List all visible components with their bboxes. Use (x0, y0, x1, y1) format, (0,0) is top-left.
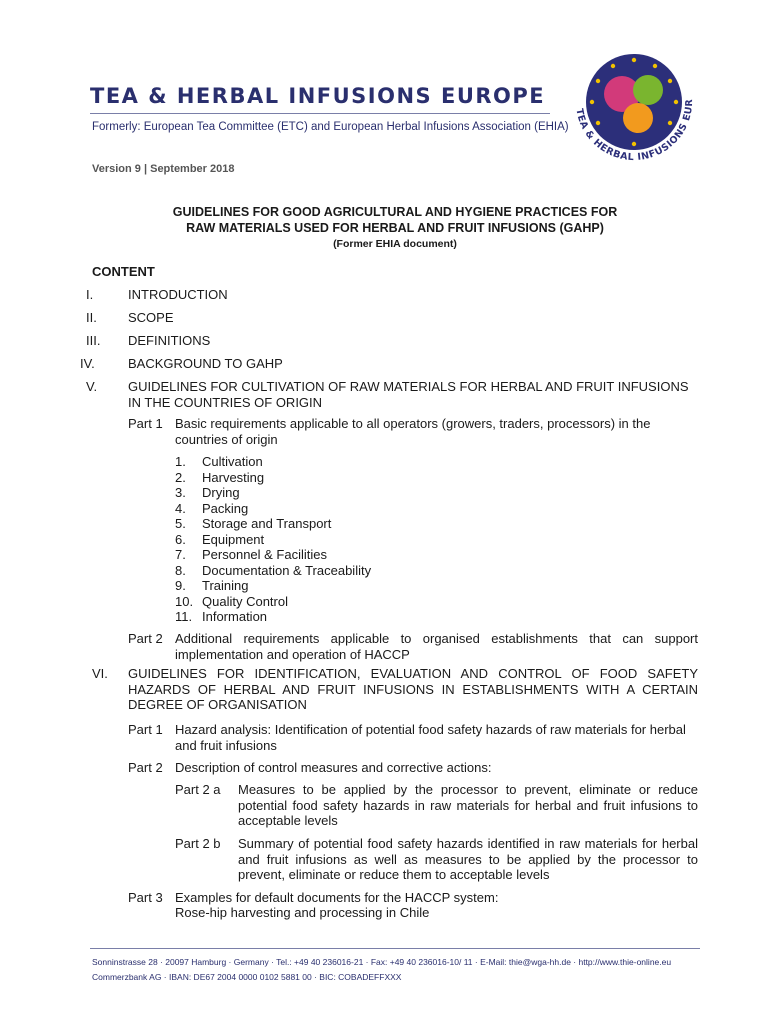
list-item: Storage and Transport (202, 516, 332, 531)
section-number: VI. (92, 666, 108, 681)
section-number: IV. (80, 356, 95, 371)
subpart-label: Part 2 b (175, 836, 221, 851)
part-text: Description of control measures and corrective actions: (175, 760, 492, 775)
list-item: Documentation & Traceability (202, 562, 372, 578)
formerly-line: Formerly: European Tea Committee (ETC) and European Herbal Infusions Association (EHIA) (92, 121, 569, 133)
list-item: Information (202, 609, 268, 624)
list-item-number: 5. (175, 516, 186, 531)
doc-title-line-1: GUIDELINES FOR GOOD AGRICULTURAL AND HYGIENE PRACTICES FOR (172, 205, 618, 219)
part-text: Additional requirements applicable to organised establishments that can support implementation and operation of HACCP (175, 631, 698, 662)
organisation-logo (558, 40, 708, 170)
list-item: Training (202, 578, 249, 593)
section-number: III. (86, 333, 101, 348)
section-title-definitions: DEFINITIONS (128, 333, 211, 348)
brand-name: TEA & HERBAL INFUSIONS EUROPE (90, 84, 546, 108)
part-text-continued: Rose-hip harvesting and processing in Chile (175, 905, 430, 920)
list-item-number: 9. (175, 578, 186, 593)
subpart-text: Summary of potential food safety hazards identified in raw materials for herbal and fruit infusions as well as measures to be applied by the processor to prevent, eliminate or reduce them to acceptable levels (238, 836, 698, 882)
subpart-label: Part 2 a (175, 782, 221, 797)
list-item: Personnel & Facilities (202, 547, 327, 562)
footer-address: Sonninstrasse 28 · 20097 Hamburg · Germany · Tel.: +49 40 236016-21 · Fax: +49 40 236016-10/ 11 · E-Mail: thie@wga-hh.de · http://www.thie-online.eu (92, 957, 672, 967)
list-item-number: 4. (175, 500, 186, 516)
section-title-hazards: GUIDELINES FOR IDENTIFICATION, EVALUATION AND CONTROL OF FOOD SAFETY HAZARDS OF HERBAL AND FRUIT INFUSIONS IN ESTABLISHMENTS WITH A CERTAIN DEGREE OF ORGANISATION (128, 666, 698, 712)
section-title-background: BACKGROUND TO GAHP (128, 356, 283, 371)
doc-title-line-2: RAW MATERIALS USED FOR HERBAL AND FRUIT INFUSIONS (GAHP) (186, 221, 604, 235)
footer-bank: Commerzbank AG · IBAN: DE67 2004 0000 0102 5881 00 · BIC: COBADEFFXXX (92, 972, 402, 982)
list-item-number: 2. (175, 469, 186, 485)
list-item-number: 8. (175, 562, 186, 578)
list-item: Equipment (202, 531, 265, 547)
part-label: Part 2 (128, 631, 163, 646)
section-title-introduction: INTRODUCTION (128, 287, 228, 302)
subpart-text: Measures to be applied by the processor to prevent, eliminate or reduce potential food safety hazards in raw materials for herbal and fruit infusions to acceptable levels (238, 782, 698, 828)
list-item-number: 7. (175, 547, 186, 562)
part-text: Examples for default documents for the HACCP system: (175, 890, 499, 905)
section-title-scope: SCOPE (128, 310, 174, 325)
part-label: Part 1 (128, 416, 163, 431)
footer-rule (90, 948, 700, 949)
list-item: Quality Control (202, 593, 288, 609)
section-number: II. (86, 310, 97, 325)
header-rule (90, 113, 550, 114)
tea-leaf-icon (623, 103, 653, 133)
list-item-number: 3. (175, 485, 186, 500)
list-item-number: 11. (175, 609, 193, 624)
list-item: Harvesting (202, 469, 265, 485)
list-item: Packing (202, 500, 249, 516)
version-line: Version 9 | September 2018 (92, 163, 235, 175)
section-number: V. (86, 379, 98, 394)
logo-arc-text: TEA & HERBAL INFUSIONS EUR (573, 98, 696, 164)
part-text: Basic requirements applicable to all operators (growers, traders, processors) in the countries of origin (175, 416, 651, 447)
doc-subtitle: (Former EHIA document) (333, 238, 457, 250)
section-number: I. (86, 287, 94, 302)
list-item: Cultivation (202, 454, 263, 469)
part-label: Part 2 (128, 760, 163, 775)
list-item-number: 1. (175, 454, 186, 469)
list-item: Drying (202, 485, 240, 500)
list-item-number: 6. (175, 531, 186, 547)
herb-icon (633, 75, 663, 105)
content-heading: CONTENT (92, 264, 155, 279)
part-text: Hazard analysis: Identification of potential food safety hazards of raw materials for herbal and fruit infusions (175, 722, 686, 753)
part-label: Part 1 (128, 722, 163, 737)
section-title-cultivation: GUIDELINES FOR CULTIVATION OF RAW MATERIALS FOR HERBAL AND FRUIT INFUSIONS IN THE COUNTRIES OF ORIGIN (128, 379, 689, 410)
part-label: Part 3 (128, 890, 163, 905)
list-item-number: 10. (175, 593, 194, 609)
